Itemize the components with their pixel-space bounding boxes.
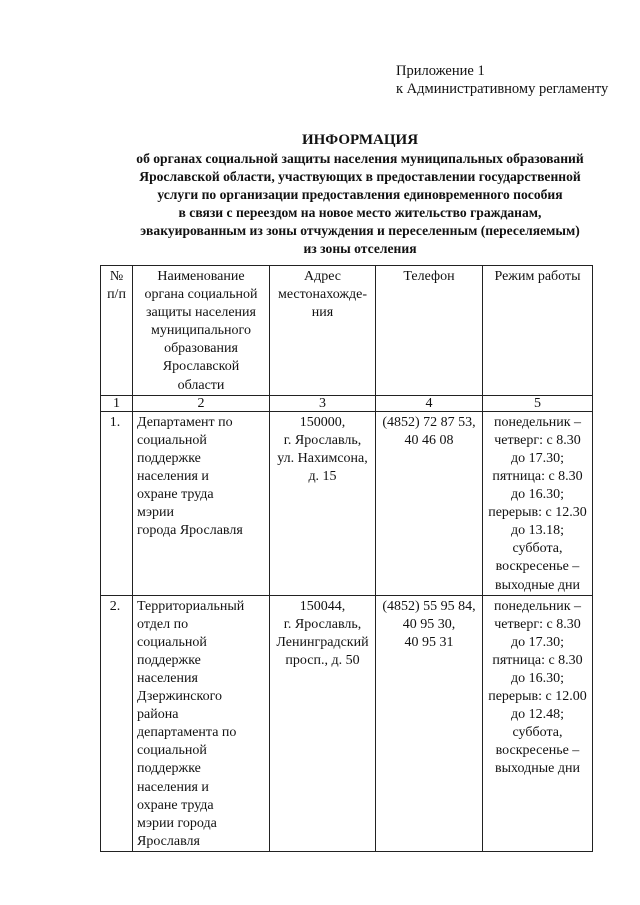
- header-address: Адрес местонахожде- ния: [270, 266, 376, 396]
- heading-line: об органах социальной защиты населения муниципальных образований: [136, 151, 584, 166]
- heading-line: услуги по организации предоставления единовременного пособия: [157, 187, 563, 202]
- header-schedule: Режим работы: [483, 266, 593, 396]
- agency-address: 150000, г. Ярославль, ул. Нахимсона, д. 15: [270, 411, 376, 595]
- column-number: 2: [133, 395, 270, 411]
- row-number: 1.: [101, 411, 133, 595]
- column-number: 4: [376, 395, 483, 411]
- table-row: [101, 411, 593, 595]
- appendix-line-2: к Административному регламенту: [396, 81, 609, 97]
- table-header-row: [101, 266, 593, 396]
- agency-name: Территориальный отдел по социальной поддержке населения Дзержинского района департамента по социальной поддержке населения и охране труда мэрии города Ярославля: [133, 595, 270, 851]
- agency-address: 150044, г. Ярославль, Ленинградский просп., д. 50: [270, 595, 376, 851]
- heading-line: Ярославской области, участвующих в предоставлении государственной: [139, 169, 581, 184]
- agency-phone: (4852) 72 87 53, 40 46 08: [376, 411, 483, 595]
- column-number: 3: [270, 395, 376, 411]
- row-number: 2.: [101, 595, 133, 851]
- column-numbers-row: [101, 395, 593, 411]
- agency-phone: (4852) 55 95 84, 40 95 30, 40 95 31: [376, 595, 483, 851]
- column-number: 1: [101, 395, 133, 411]
- heading-line: из зоны отселения: [303, 241, 417, 256]
- document-heading: [100, 130, 620, 258]
- document-title: ИНФОРМАЦИЯ: [301, 132, 419, 148]
- agency-schedule: понедельник – четверг: с 8.30 до 17.30; пятница: с 8.30 до 16.30; перерыв: с 12.30 до 13.18; суббота, воскресенье – выходные дни: [483, 411, 593, 595]
- agency-name: Департамент по социальной поддержке населения и охране труда мэрии города Ярославля: [133, 411, 270, 595]
- appendix-line-1: Приложение 1: [396, 63, 485, 79]
- column-number: 5: [483, 395, 593, 411]
- appendix-note: [396, 62, 608, 98]
- heading-line: в связи с переездом на новое место жительство гражданам,: [178, 205, 542, 220]
- header-phone: Телефон: [376, 266, 483, 396]
- heading-line: эвакуированным из зоны отчуждения и переселенным (переселяемым): [140, 223, 580, 238]
- agencies-table: [100, 265, 593, 852]
- header-number: № п/п: [101, 266, 133, 396]
- agency-schedule: понедельник – четверг: с 8.30 до 17.30; пятница: с 8.30 до 16.30; перерыв: с 12.00 до 12.48; суббота, воскресенье – выходные дни: [483, 595, 593, 851]
- table-row: [101, 595, 593, 851]
- header-agency-name: Наименование органа социальной защиты населения муниципального образования Ярославской области: [133, 266, 270, 396]
